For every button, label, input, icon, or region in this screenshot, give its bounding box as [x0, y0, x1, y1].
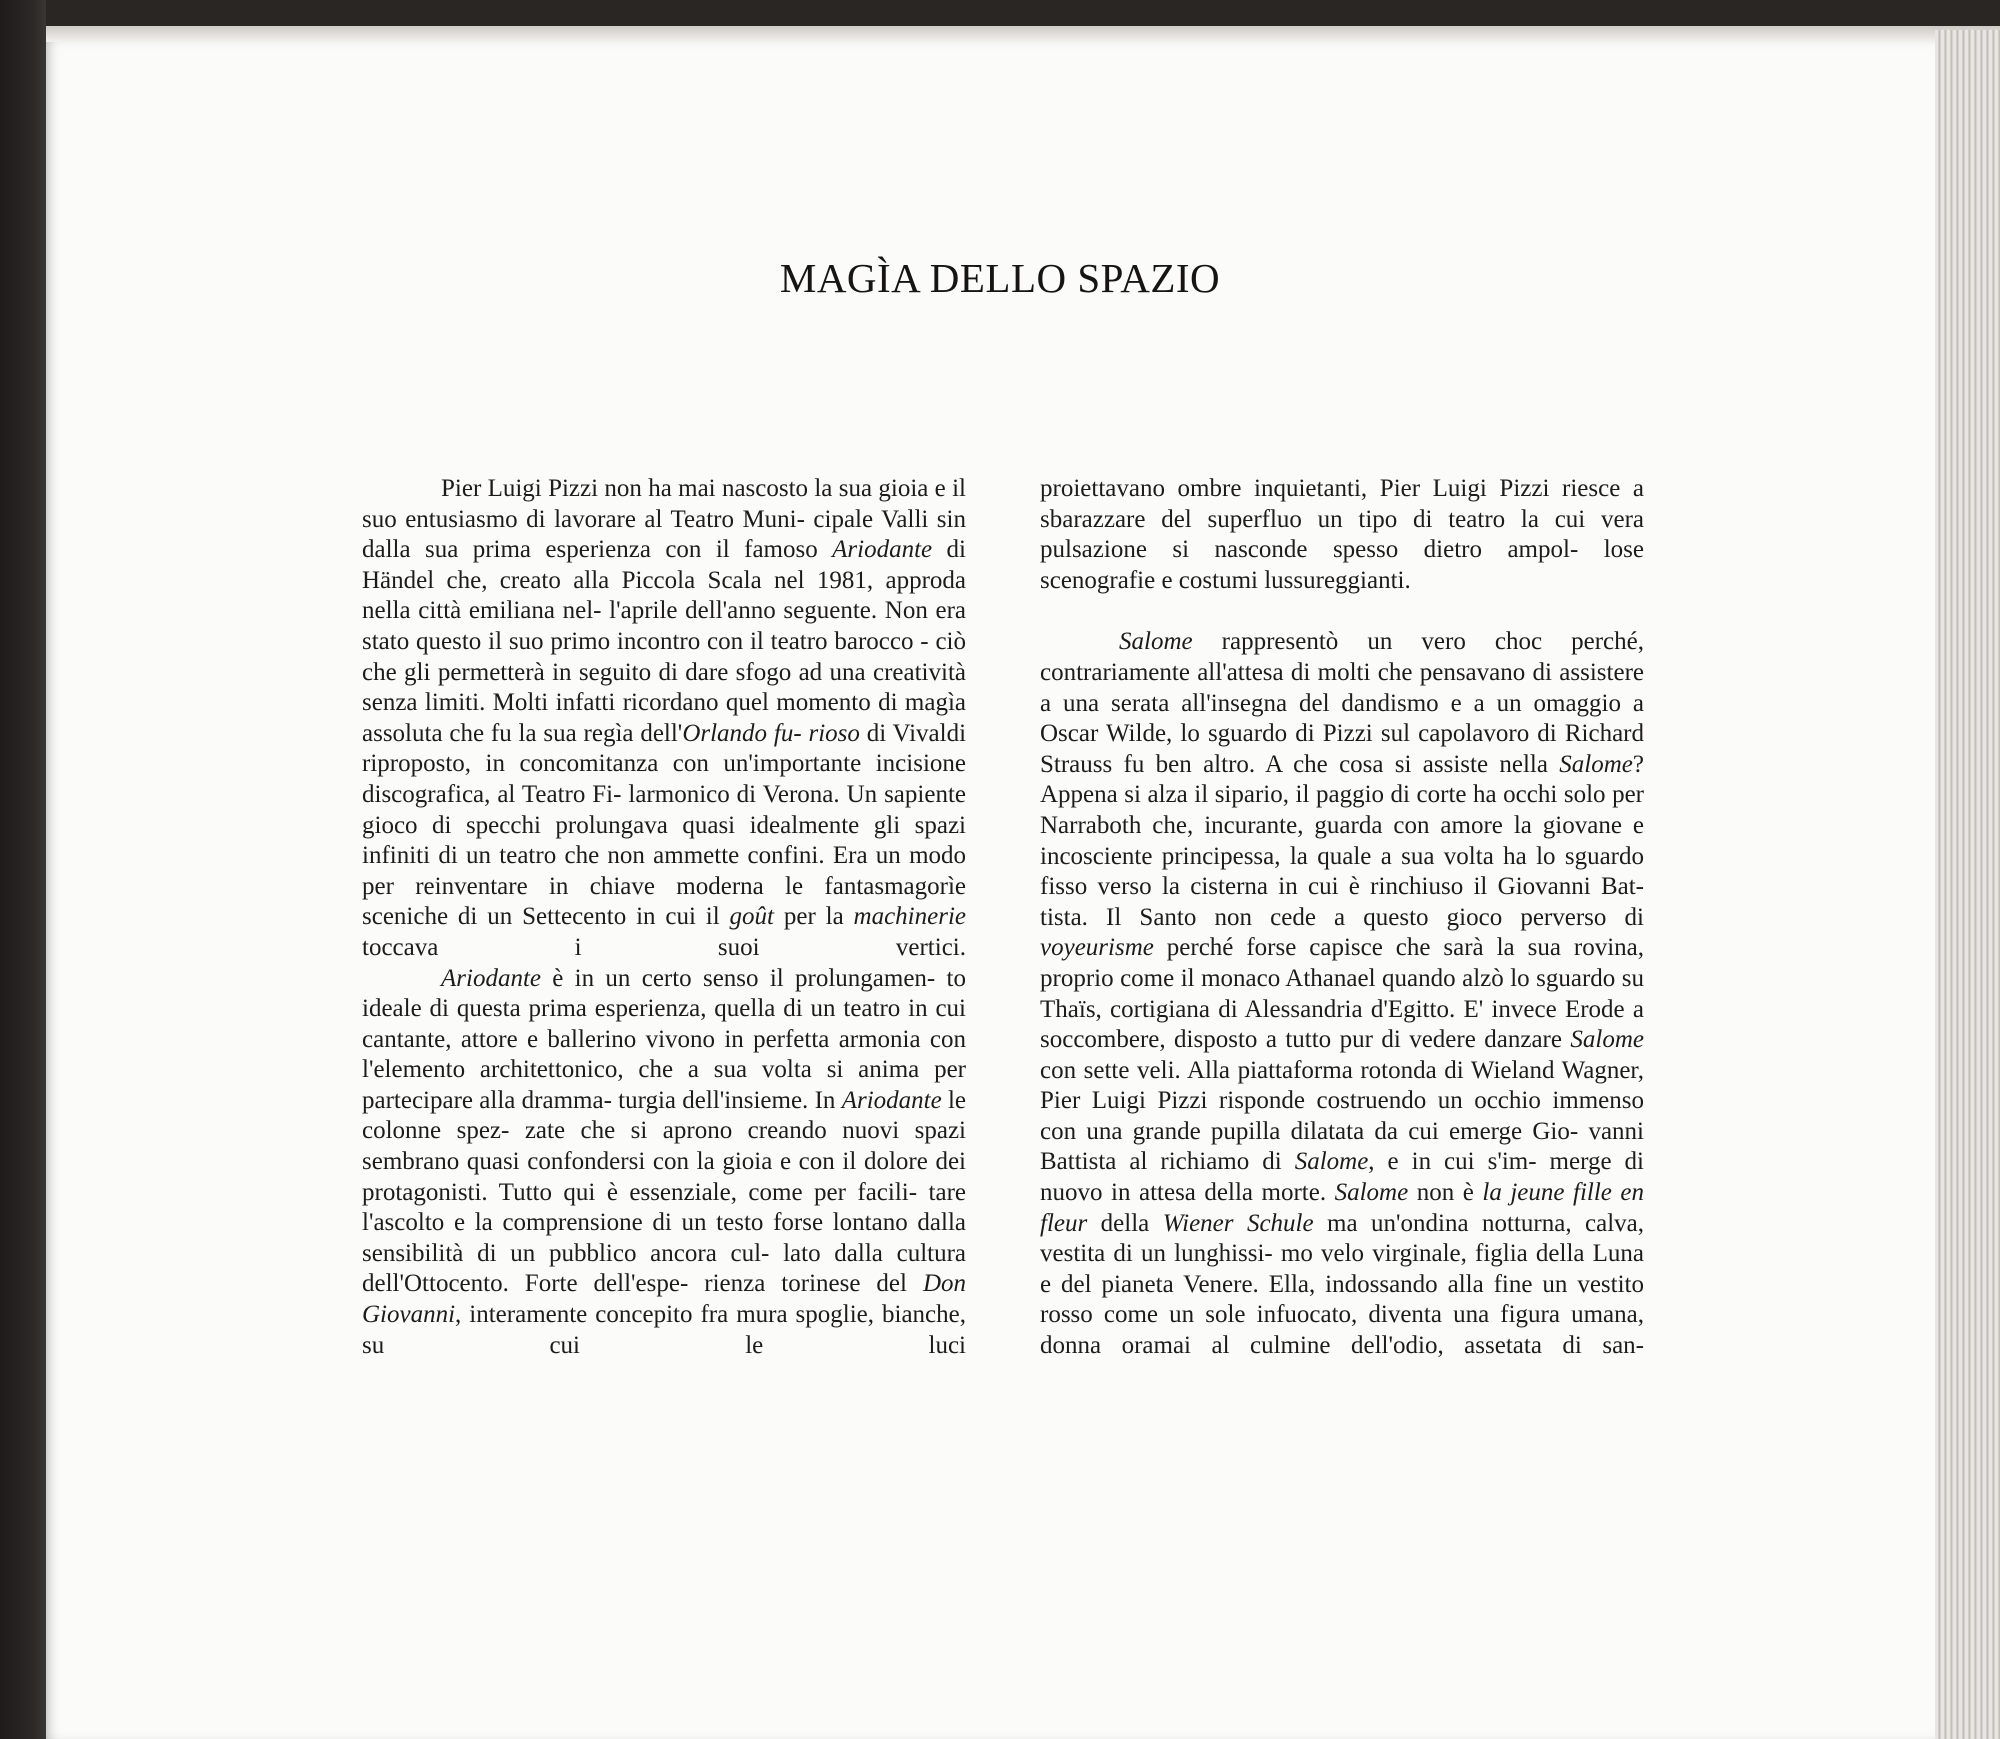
right-column — [1040, 474, 1644, 1362]
text-line: turgia dell'insieme. In Ariodante le colonne spez- — [362, 1086, 967, 1145]
text-line: sceniche di un Settecento in cui il goût per la — [362, 903, 854, 931]
text-line: omaggio a Oscar Wilde, lo sguardo di Pizzi sul — [1040, 689, 1644, 748]
text-line: tutto pur di vedere danzare Salome con sette veli. — [1040, 1026, 1644, 1084]
page-top-edge — [46, 26, 2000, 42]
text-line: teatro in cui cantante, attore e ballerino vivono in — [362, 995, 966, 1053]
text-line: donna oramai al culmine dell'odio, assetata di san- — [1040, 1332, 1644, 1360]
text-line: magìa assoluta che fu la sua regìa dell'Orlando fu- — [362, 689, 966, 747]
text-line: un'ondina notturna, calva, vestita di un lunghissi- — [1040, 1209, 1645, 1268]
text-line: contrariamente all'attesa di molti che pensavano di — [1040, 658, 1560, 686]
right-paragraph-2 — [1040, 627, 1644, 1361]
text-line: verso la cisterna in cui è rinchiuso il Giovanni Bat- — [1097, 873, 1645, 901]
text-line: Luigi Pizzi risponde costruendo un occhio immenso — [1091, 1087, 1644, 1115]
text-line: la jeune fille en fleur della Wiener Schule ma — [1040, 1179, 1644, 1237]
text-line: larmonico di Verona. Un sapiente gioco di specchi — [362, 780, 966, 839]
text-line: cui vera pulsazione si nasconde spesso dietro ampol- — [1040, 505, 1644, 564]
text-line: Alla piattaforma rotonda di Wieland Wagner, Pier — [1040, 1056, 1644, 1115]
text-line: tare l'ascolto e la comprensione di un testo forse — [362, 1178, 966, 1237]
text-line: permetterà in seguito di dare sfogo ad una creatività — [437, 658, 966, 686]
text-line: rienza torinese del Don Giovanni, interamente — [362, 1270, 966, 1329]
text-line: capolavoro di Richard Strauss fu ben altro. A che — [1040, 720, 1644, 778]
text-line: con una grande pupilla dilatata da cui emerge Gio- — [1040, 1117, 1589, 1145]
text-line: teatro che non ammette confini. Era un modo per — [362, 842, 967, 900]
text-line: mo velo virginale, figlia della Luna e del pianeta — [1040, 1240, 1645, 1298]
text-line: prolungava quasi idealmente gli spazi infiniti di un — [362, 811, 966, 870]
text-line: Pier Luigi Pizzi non ha mai nascosto la sua — [441, 475, 879, 502]
text-line: a sua volta si anima per partecipare alla dramma- — [362, 1056, 966, 1114]
text-line: suo primo incontro con il teatro barocco - ciò che gli — [362, 627, 966, 686]
text-line: proiettavano ombre inquietanti, Pier Luigi Pizzi — [1040, 475, 1563, 502]
text-line: senza limiti. Molti infatti ricordano quel momento di — [362, 689, 905, 717]
text-line: protagonisti. Tutto qui è essenziale, come per facili- — [362, 1178, 929, 1206]
text-line: d'Egitto. E' invece Erode a soccombere, disposto a — [1040, 995, 1644, 1054]
text-line: reinventare in chiave moderna le fantasmagorìe — [415, 872, 966, 900]
text-line: alzò lo sguardo su Thaïs, cortigiana di Alessandria — [1040, 964, 1644, 1023]
text-line: lato dalla cultura dell'Ottocento. Forte dell'espe- — [362, 1239, 967, 1298]
text-line: vanni Battista al richiamo di Salome, e in cui s'im- — [1040, 1117, 1644, 1176]
text-line: riesce a sbarazzare del superfluo un tipo di teatro la — [1040, 475, 1644, 533]
text-line: zate che si aprono creando nuovi spazi sembrano — [362, 1117, 967, 1176]
text-line: to ideale di questa prima esperienza, quella di un — [362, 964, 966, 1023]
left-column — [362, 474, 966, 1361]
text-line: cipale Valli sin dalla sua prima esperienza con il — [362, 505, 966, 564]
text-line: l'aprile dell'anno seguente. Non era stato questo il — [362, 597, 966, 655]
text-line: un'importante incisione discografica, al Teatro Fi- — [362, 750, 966, 808]
article-title: MAGÌA DELLO SPAZIO — [779, 255, 1221, 301]
text-line: lontano dalla sensibilità di un pubblico ancora cul- — [362, 1209, 966, 1267]
text-line: concepito fra mura spoglie, bianche, su cui le luci — [362, 1301, 966, 1359]
text-line: machinerie toccava i suoi vertici. — [362, 903, 966, 961]
text-line: il paggio di corte ha occhi solo per Narraboth che, — [1040, 781, 1644, 839]
text-line: Ariodante è in un certo senso il prolungamen- — [441, 964, 947, 992]
text-line: Scala nel 1981, approda nella città emiliana nel- — [362, 566, 966, 625]
text-line: gioia e il suo entusiasmo di lavorare al Teatro Muni- — [362, 475, 966, 533]
text-line: principessa, la quale a sua volta ha lo sguardo fisso — [1040, 842, 1645, 901]
text-line: famoso Ariodante di Händel che, creato alla Piccola — [362, 536, 966, 594]
text-line: Venere. Ella, indossando alla fine un vestito rosso — [1040, 1270, 1644, 1329]
text-line: lose scenografie e costumi lussureggianti. — [1040, 536, 1644, 594]
text-line: come un sole infuocato, diventa una figura umana, — [1103, 1301, 1644, 1329]
right-paragraph-1 — [1040, 474, 1644, 596]
text-line: assistere a una serata all'insegna del dandismo e a un — [1040, 658, 1644, 717]
text-line: cosa si assiste nella Salome? Appena si alza il sipario, — [1040, 750, 1644, 809]
text-line: merge di nuovo in attesa della morte. Salome non è — [1040, 1148, 1644, 1207]
text-line: rovina, proprio come il monaco Athanael quando — [1040, 934, 1644, 992]
text-line: Salome rappresentò un vero choc perché, — [1119, 628, 1644, 656]
text-line: rioso di Vivaldi riproposto, in concomitanza con — [362, 719, 967, 778]
left-paragraph-2 — [362, 964, 966, 1362]
left-paragraph-1 — [362, 474, 966, 964]
text-line: incurante, guarda con amore la giovane e incosciente — [1040, 811, 1644, 870]
text-line: quasi confondersi con la gioia e con il dolore dei — [466, 1148, 966, 1176]
text-line: voyeurisme perché forse capisce che sarà la sua — [1040, 934, 1574, 962]
text-line: perfetta armonia con l'elemento architettonico, che — [362, 1025, 966, 1084]
text-line: tista. Il Santo non cede a questo gioco perverso di — [1040, 903, 1644, 931]
